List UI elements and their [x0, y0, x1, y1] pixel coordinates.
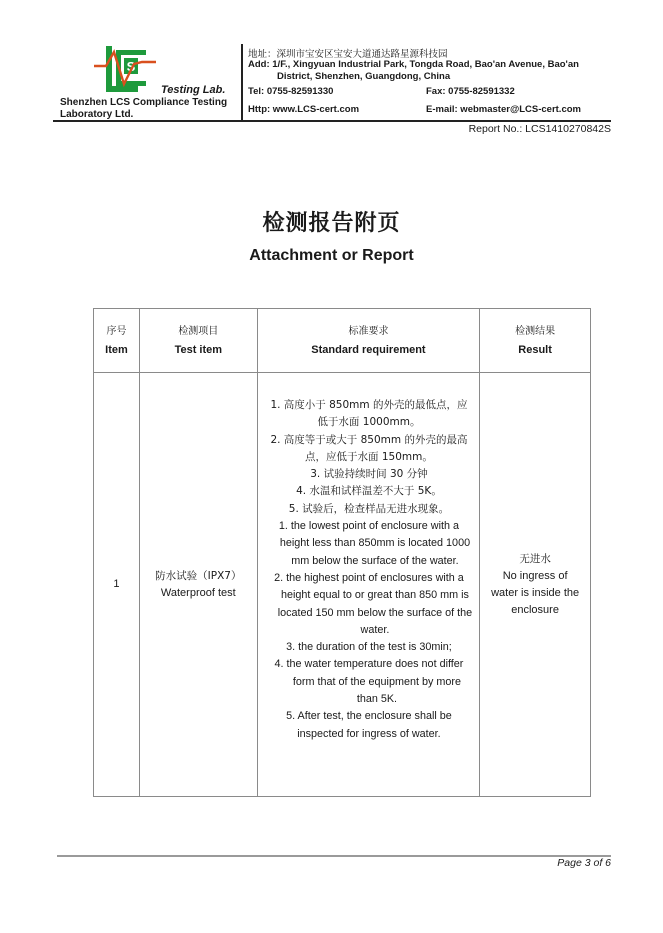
req-en-1b: height less than 850mm is located 1000 — [279, 537, 471, 550]
attachment-table — [93, 308, 591, 797]
result-en-1: No ingress of — [502, 569, 568, 582]
email-link[interactable]: E-mail: webmaster@LCS-cert.com — [426, 104, 581, 115]
tel: Tel: 0755-82591330 — [248, 86, 334, 97]
req-cn-1b: 低于水面 1000mm。 — [317, 416, 421, 429]
req-en-4c: than 5K. — [356, 693, 398, 706]
header-item — [94, 309, 140, 373]
req-en-1a: 1. the lowest point of enclosure with a — [278, 520, 459, 533]
req-cn-3: 3. 试验持续时间 30 分钟 — [310, 468, 428, 481]
footer-rule — [57, 855, 611, 857]
req-en-3: 3. the duration of the test is 30min; — [286, 641, 452, 654]
result-en-3: enclosure — [511, 603, 559, 616]
address-en — [248, 59, 608, 83]
header-test-item-en: Test item — [174, 343, 223, 356]
req-cn-2b: 点，应低于水面 150mm。 — [305, 450, 433, 463]
req-en-2c: located 150 mm below the surface of the — [277, 606, 473, 619]
cell-result — [480, 373, 591, 797]
req-en-4b: form that of the equipment by more — [292, 675, 461, 688]
address-en-line1: Add: 1/F., Xingyuan Industrial Park, Tongda Road, Bao'an Avenue, Bao'an — [248, 59, 579, 70]
cell-standard-requirement — [257, 373, 480, 797]
req-en-5b: inspected for ingress of water. — [297, 727, 441, 740]
header-rule — [53, 120, 611, 122]
page-title-cn: 检测报告附页 — [262, 211, 401, 236]
req-en-5a: 5. After test, the enclosure shall be — [286, 710, 452, 723]
lcs-logo — [94, 44, 158, 94]
lcs-logo-icon — [94, 44, 158, 94]
header-divider — [241, 44, 243, 121]
address-en-line2: District, Shenzhen, Guangdong, China — [277, 71, 451, 82]
cell-test-item — [139, 373, 257, 797]
req-cn-2a: 2. 高度等于或大于 850mm 的外壳的最高 — [270, 433, 468, 446]
website-link[interactable]: Http: www.LCS-cert.com — [248, 104, 360, 115]
fax: Fax: 0755-82591332 — [426, 86, 515, 97]
header-requirement-en: Standard requirement — [311, 343, 426, 356]
header-item-cn: 序号 — [106, 325, 127, 337]
req-cn-5: 5. 试验后，检查样品无进水现象。 — [288, 502, 450, 515]
test-item-cn: 防水试验（IPX7） — [155, 569, 242, 582]
header-item-en: Item — [105, 343, 128, 356]
header-test-item-cn: 检测项目 — [178, 325, 219, 337]
req-en-4a: 4. the water temperature does not differ — [274, 658, 464, 671]
header-result-en: Result — [518, 343, 552, 356]
header-requirement-cn: 标准要求 — [348, 325, 389, 337]
svg-text:S: S — [126, 59, 136, 74]
header-test-item — [139, 309, 257, 373]
req-en-1c: mm below the surface of the water. — [291, 554, 459, 567]
table-header-row — [94, 309, 591, 373]
header-result — [480, 309, 591, 373]
report-number: Report No.: LCS1410270842S — [468, 123, 611, 135]
cell-item-number: 1 — [94, 373, 140, 797]
company-name-line1: Shenzhen LCS Compliance Testing — [60, 97, 228, 108]
company-name-line2: Laboratory Ltd. — [60, 109, 134, 120]
req-en-2a: 2. the highest point of enclosures with a — [274, 571, 464, 584]
company-name — [60, 97, 240, 121]
testing-lab-label: Testing Lab. — [161, 84, 226, 96]
test-item-en: Waterproof test — [160, 586, 236, 599]
result-cn: 无进水 — [519, 552, 551, 565]
req-cn-4: 4. 水温和试样温差不大于 5K。 — [296, 485, 442, 498]
page-number: Page 3 of 6 — [557, 857, 611, 869]
req-en-2b: height equal to or great than 850 mm is — [281, 589, 469, 602]
table-row — [94, 373, 591, 797]
req-en-2d: water. — [360, 623, 390, 636]
req-cn-1a: 1. 高度小于 850mm 的外壳的最低点，应 — [270, 399, 468, 411]
page-title-en: Attachment or Report — [249, 247, 414, 264]
header-standard-requirement — [257, 309, 480, 373]
header-result-cn: 检测结果 — [515, 325, 556, 337]
result-en-2: water is inside the — [491, 586, 580, 599]
address-cn: 地址：深圳市宝安区宝安大道通达路星源科技园 — [248, 49, 448, 60]
